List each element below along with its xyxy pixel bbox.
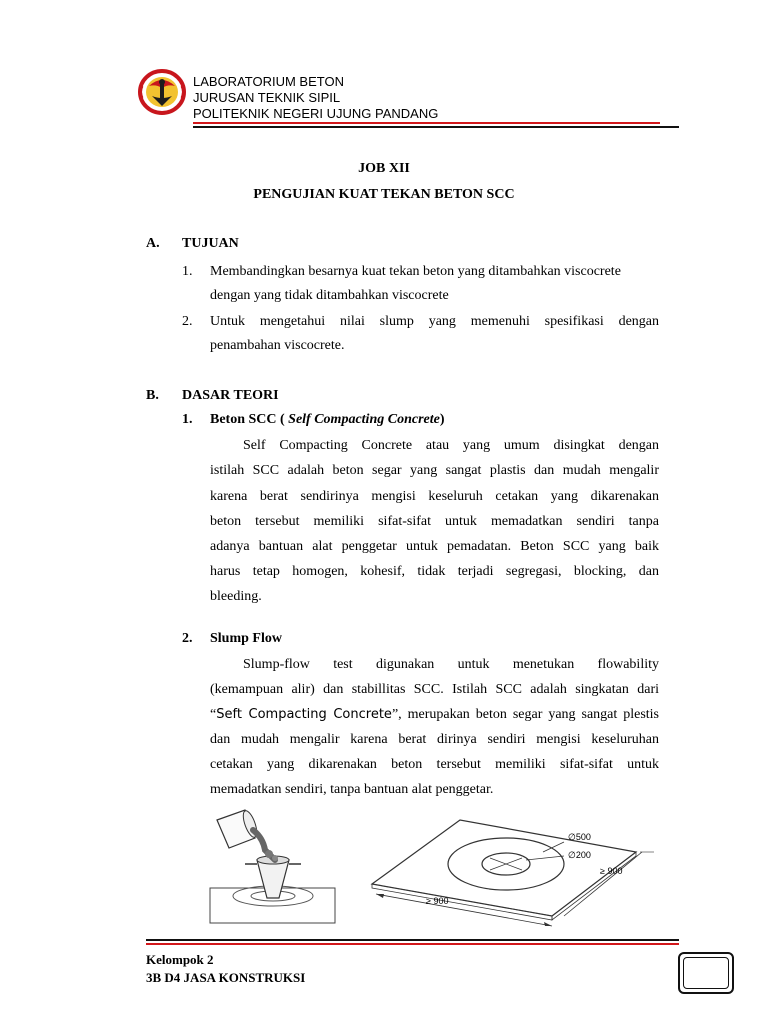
list-item-text: penambahan viscocrete.: [210, 338, 345, 353]
paragraph-line: bleeding.: [210, 589, 262, 604]
paragraph-line: adanya bantuan alat penggetar untuk pemadatan. Beton SCC yang baik: [210, 539, 659, 554]
footer-class: 3B D4 JASA KONSTRUKSI: [146, 970, 306, 985]
paragraph-line: Self Compacting Concrete atau yang umum disingkat dengan: [243, 438, 659, 453]
job-number: JOB XII: [358, 161, 410, 176]
paragraph-line: cetakan yang dikarenakan beton tersebut memiliki sifat-sifat untuk: [210, 757, 659, 772]
base-plate-diagram: [368, 812, 668, 930]
header-department: JURUSAN TEKNIK SIPIL: [193, 90, 341, 105]
slump-cone-illustration: [205, 808, 355, 928]
footer-group: Kelompok 2: [146, 952, 214, 967]
page-number-box-inner: [683, 957, 729, 989]
subsection-1-number: 1.: [182, 412, 193, 427]
footer-rule-red: [146, 943, 679, 945]
paragraph-line: karena berat sendirinya mengisi keseluruh cetakan yang dikarenakan: [210, 489, 659, 504]
section-b-letter: B.: [146, 388, 159, 403]
subsection-2-title: Slump Flow: [210, 631, 282, 646]
paragraph-line: memadatkan sendiri, tanpa bantuan alat penggetar.: [210, 782, 494, 797]
paragraph-line: beton tersebut memiliki sifat-sifat untuk memadatkan sendiri tanpa: [210, 514, 659, 529]
page-number-box: [678, 952, 734, 994]
institution-logo: [137, 66, 187, 118]
dimension-label-900-right: ≥ 900: [600, 866, 623, 876]
paragraph-line: harus tetap homogen, kohesif, tidak terjadi segregasi, blocking, dan: [210, 564, 659, 579]
section-a-letter: A.: [146, 236, 160, 251]
list-item-text: Membandingkan besarnya kuat tekan beton yang ditambahkan viscocrete: [210, 264, 621, 279]
paragraph-line: (kemampuan alir) dan stabillitas SCC. Istilah SCC adalah singkatan dari: [210, 682, 659, 697]
header-rule-black: [193, 126, 679, 128]
list-item-number: 1.: [182, 264, 193, 279]
dimension-label-500: ∅500: [568, 832, 591, 842]
paragraph-line: istilah SCC adalah beton segar yang sangat plastis dan mudah mengalir: [210, 463, 659, 478]
paragraph-line: Slump-flow test digunakan untuk menetukan flowability: [243, 657, 659, 672]
subsection-2-number: 2.: [182, 631, 193, 646]
header-lab-name: LABORATORIUM BETON: [193, 74, 344, 89]
list-item-text: dengan yang tidak ditambahkan viscocrete: [210, 288, 449, 303]
dimension-label-200: ∅200: [568, 850, 591, 860]
header-rule-red: [193, 122, 660, 124]
section-a-heading: TUJUAN: [182, 236, 239, 251]
list-item-text: Untuk mengetahui nilai slump yang memenuhi spesifikasi dengan: [210, 314, 659, 329]
section-b-heading: DASAR TEORI: [182, 388, 279, 403]
footer-rule-black: [146, 939, 679, 941]
subsection-1-title: Beton SCC ( Self Compacting Concrete): [210, 412, 445, 427]
document-title: PENGUJIAN KUAT TEKAN BETON SCC: [253, 187, 515, 202]
paragraph-line: “Seft Compacting Concrete”, merupakan beton segar yang sangat plestis: [210, 707, 659, 722]
list-item-number: 2.: [182, 314, 193, 329]
dimension-label-900-bottom: ≥ 900: [426, 896, 449, 906]
header-institution: POLITEKNIK NEGERI UJUNG PANDANG: [193, 106, 439, 121]
paragraph-line: dan mudah mengalir karena berat dirinya sendiri mengisi keseluruhan: [210, 732, 659, 747]
